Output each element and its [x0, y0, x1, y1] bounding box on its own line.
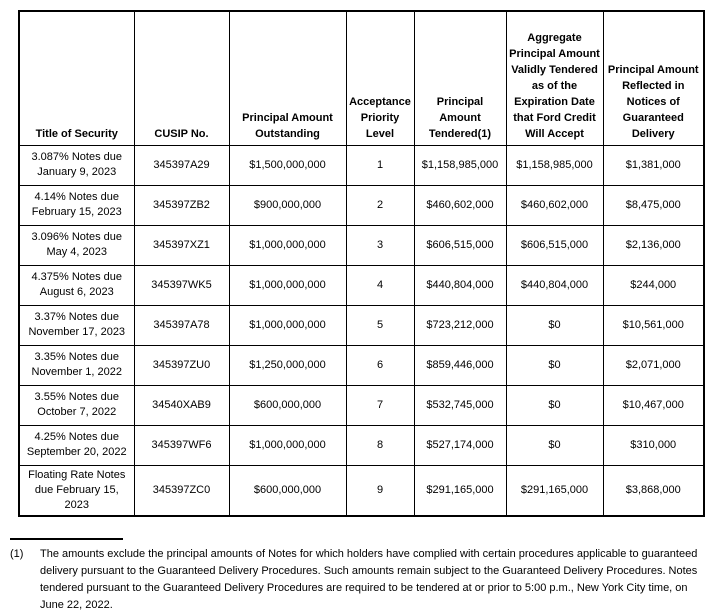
header-cusip-no: CUSIP No.	[134, 11, 229, 145]
table-cell: $440,804,000	[414, 265, 506, 305]
table-cell: 4.14% Notes due February 15, 2023	[19, 185, 134, 225]
table-cell: $527,174,000	[414, 425, 506, 465]
table-cell: $10,561,000	[603, 305, 704, 345]
table-cell: 34540XAB9	[134, 385, 229, 425]
table-cell: Floating Rate Notes due February 15, 2023	[19, 465, 134, 516]
table-cell: $2,136,000	[603, 225, 704, 265]
table-cell: $10,467,000	[603, 385, 704, 425]
header-acceptance-priority-level: Acceptance Priority Level	[346, 11, 414, 145]
footnote-separator	[10, 538, 123, 540]
footnote	[10, 546, 705, 614]
header-guaranteed-delivery-notices: Principal Amount Reflected in Notices of Guaranteed Delivery	[603, 11, 704, 145]
table-cell: $460,602,000	[414, 185, 506, 225]
table-cell: $859,446,000	[414, 345, 506, 385]
table-cell: 4.375% Notes due August 6, 2023	[19, 265, 134, 305]
table-cell: 4	[346, 265, 414, 305]
table-cell: 5	[346, 305, 414, 345]
table-cell: $600,000,000	[229, 465, 346, 516]
table-cell: $723,212,000	[414, 305, 506, 345]
table-cell: $440,804,000	[506, 265, 603, 305]
table-cell: $606,515,000	[414, 225, 506, 265]
table-cell: $532,745,000	[414, 385, 506, 425]
table-cell: 8	[346, 425, 414, 465]
footnote-marker: (1)	[10, 547, 24, 560]
table-cell: $1,158,985,000	[506, 145, 603, 185]
table-cell: 345397XZ1	[134, 225, 229, 265]
table-cell: $606,515,000	[506, 225, 603, 265]
table-cell: $1,000,000,000	[229, 265, 346, 305]
table-cell: 4.25% Notes due September 20, 2022	[19, 425, 134, 465]
table-cell: $2,071,000	[603, 345, 704, 385]
table-cell: 345397ZB2	[134, 185, 229, 225]
table-row	[19, 465, 704, 516]
table-body	[19, 145, 704, 516]
table-cell: $8,475,000	[603, 185, 704, 225]
table-cell: 345397WK5	[134, 265, 229, 305]
table-cell: 345397ZU0	[134, 345, 229, 385]
table-cell: $1,381,000	[603, 145, 704, 185]
table-row	[19, 345, 704, 385]
table-cell: $3,868,000	[603, 465, 704, 516]
table-cell: $0	[506, 345, 603, 385]
table-cell: $310,000	[603, 425, 704, 465]
table-cell: 345397ZC0	[134, 465, 229, 516]
table-cell: $244,000	[603, 265, 704, 305]
table-cell: $0	[506, 425, 603, 465]
table-cell: 345397A29	[134, 145, 229, 185]
table-cell: $1,500,000,000	[229, 145, 346, 185]
table-cell: 3	[346, 225, 414, 265]
header-aggregate-principal-accepted: Aggregate Principal Amount Validly Tendered as of the Expiration Date that Ford Credit Will Accept	[506, 11, 603, 145]
table-row	[19, 425, 704, 465]
table-cell: $1,000,000,000	[229, 305, 346, 345]
table-cell: 345397WF6	[134, 425, 229, 465]
header-row	[19, 11, 704, 145]
footnote-text: The amounts exclude the principal amounts of Notes for which holders have complied with certain procedures applicable to guaranteed delivery pursuant to the Guaranteed Delivery Procedures. Such amounts remain subject to the Guaranteed Delivery Procedures. Notes tendered pursuant to the Guaranteed Delivery Procedures are required to be tendered at or prior to 5:00 p.m., New York City time, on June 22, 2022.	[40, 547, 698, 611]
table-cell: $0	[506, 305, 603, 345]
table-cell: $291,165,000	[414, 465, 506, 516]
table-cell: 9	[346, 465, 414, 516]
header-principal-amount-tendered: Principal Amount Tendered(1)	[414, 11, 506, 145]
table-cell: $1,158,985,000	[414, 145, 506, 185]
table-cell: $1,250,000,000	[229, 345, 346, 385]
table-cell: $291,165,000	[506, 465, 603, 516]
table-cell: $1,000,000,000	[229, 225, 346, 265]
tender-results-table	[18, 10, 705, 517]
table-row	[19, 385, 704, 425]
table-cell: 345397A78	[134, 305, 229, 345]
table-cell: 1	[346, 145, 414, 185]
header-title-of-security: Title of Security	[19, 11, 134, 145]
table-row	[19, 305, 704, 345]
header-principal-amount-outstanding: Principal Amount Outstanding	[229, 11, 346, 145]
table-cell: 3.55% Notes due October 7, 2022	[19, 385, 134, 425]
table-cell: 7	[346, 385, 414, 425]
table-cell: 3.096% Notes due May 4, 2023	[19, 225, 134, 265]
table-cell: 3.35% Notes due November 1, 2022	[19, 345, 134, 385]
table-row	[19, 145, 704, 185]
table-cell: 6	[346, 345, 414, 385]
table-cell: 3.087% Notes due January 9, 2023	[19, 145, 134, 185]
table-cell: $460,602,000	[506, 185, 603, 225]
table-row	[19, 185, 704, 225]
table-row	[19, 265, 704, 305]
table-cell: $900,000,000	[229, 185, 346, 225]
table-cell: $600,000,000	[229, 385, 346, 425]
table-cell: $1,000,000,000	[229, 425, 346, 465]
table-cell: $0	[506, 385, 603, 425]
table-cell: 2	[346, 185, 414, 225]
table-cell: 3.37% Notes due November 17, 2023	[19, 305, 134, 345]
table-header	[19, 11, 704, 145]
table-row	[19, 225, 704, 265]
